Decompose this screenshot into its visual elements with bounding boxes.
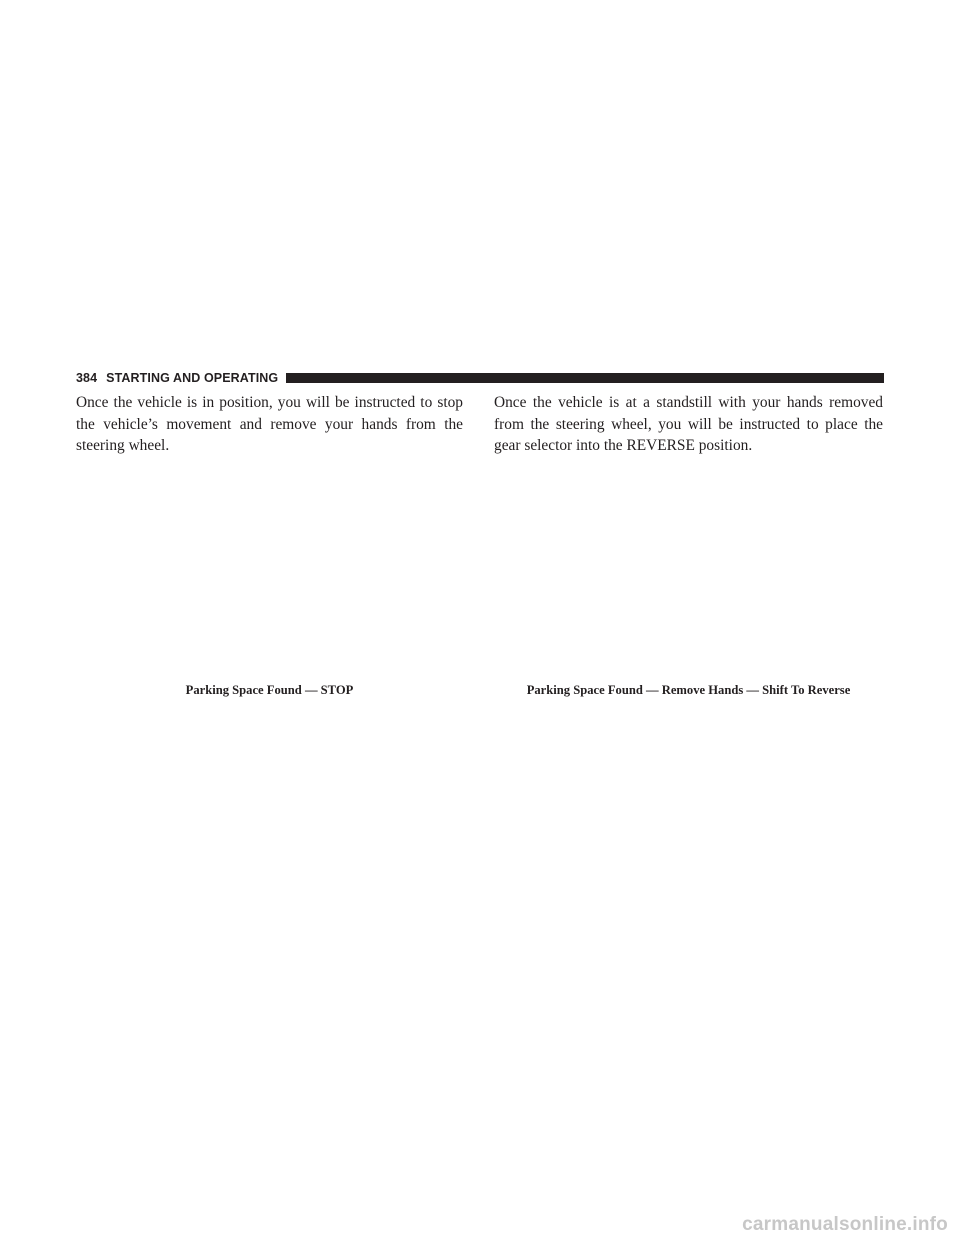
header-rule xyxy=(286,373,884,383)
page-number: 384 xyxy=(76,371,98,385)
right-figure-caption: Parking Space Found — Remove Hands — Shift To Reverse xyxy=(526,683,851,697)
page-header xyxy=(76,371,884,385)
left-paragraph: Once the vehicle is in position, you will be instructed to stop the vehicle’s movement and remove your hands from the steering wheel. xyxy=(76,394,463,454)
section-title: STARTING AND OPERATING xyxy=(106,371,279,385)
watermark: carmanualsonline.info xyxy=(742,1214,948,1235)
right-paragraph: Once the vehicle is at a standstill with your hands removed from the steering wheel, you will be instructed to place the gear selector into the REVERSE position. xyxy=(494,394,883,454)
left-figure-caption: Parking Space Found — STOP xyxy=(185,683,354,697)
